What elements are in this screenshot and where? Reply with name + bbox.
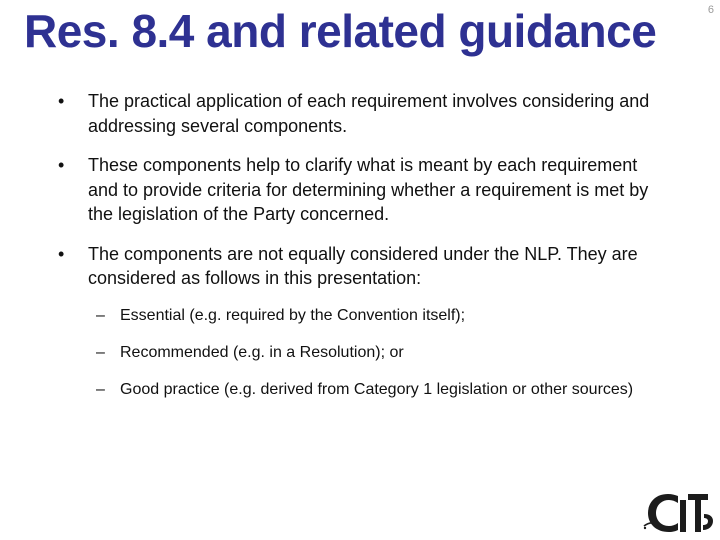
bullet-item <box>58 242 668 291</box>
bullet-text: The practical application of each requirement involves considering and addressing several components. <box>88 91 650 136</box>
sub-bullet-marker: – <box>96 381 105 398</box>
slide-title: Res. 8.4 and related guidance <box>24 5 657 57</box>
bullet-marker: • <box>58 243 65 264</box>
bullet-marker: • <box>58 155 65 175</box>
sub-bullet-item <box>96 342 656 363</box>
bullet-item <box>58 89 668 138</box>
sub-bullet-list <box>96 305 656 416</box>
bullet-marker: • <box>58 91 65 111</box>
sub-bullet-item <box>96 305 656 326</box>
sub-bullet-item <box>96 379 656 400</box>
bullet-text: The components are not equally considered under the NLP. They are considered as follows in this presentation: <box>88 243 638 288</box>
bullet-text: These components help to clarify what is meant by each requirement and to provide criteria for determining whether a requirement is met by the legislation of the Party concerned. <box>88 155 649 224</box>
cites-logo <box>642 488 716 536</box>
sub-bullet-marker: – <box>96 344 105 361</box>
bullet-list <box>58 89 668 306</box>
sub-bullet-marker: – <box>96 307 105 324</box>
bullet-item <box>58 153 668 227</box>
slide-number: 6 <box>707 4 714 16</box>
sub-bullet-text: Good practice (e.g. derived from Category 1 legislation or other sources) <box>120 381 634 398</box>
sub-bullet-text: Recommended (e.g. in a Resolution); or <box>120 344 404 361</box>
sub-bullet-text: Essential (e.g. required by the Convention itself); <box>120 307 466 324</box>
